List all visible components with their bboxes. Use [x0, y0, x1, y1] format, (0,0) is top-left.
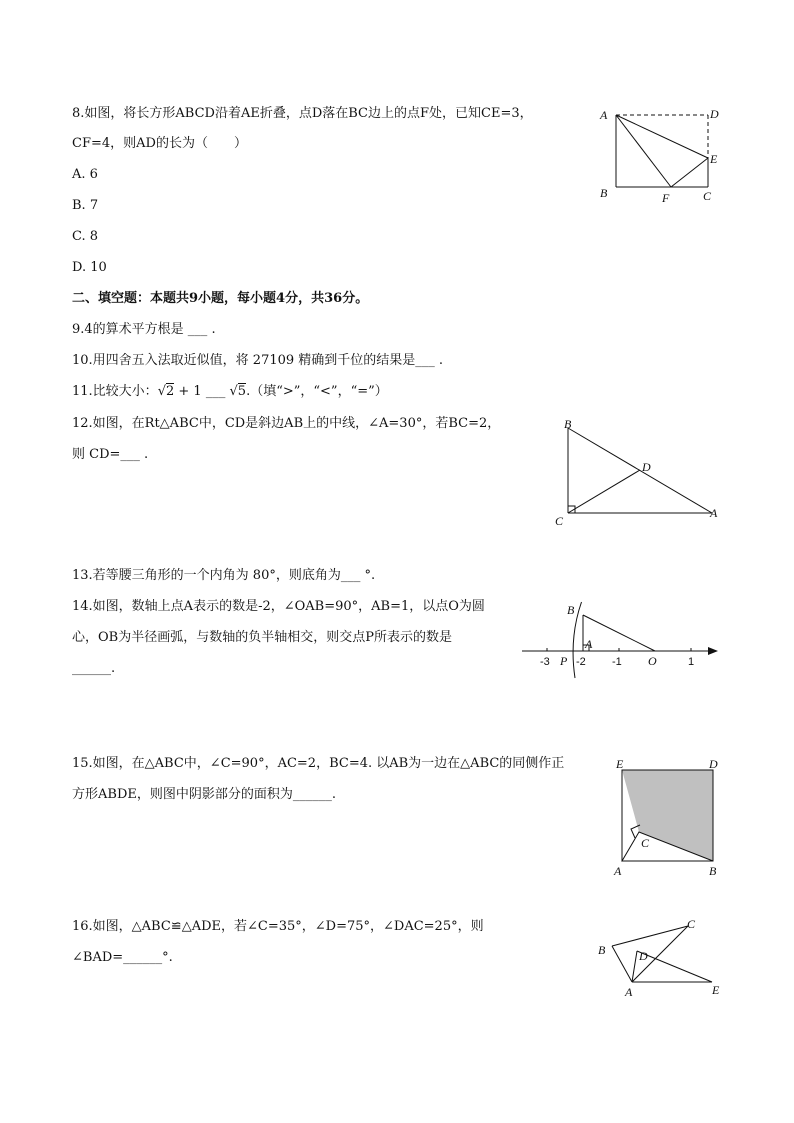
q14-tick-label: 1	[688, 656, 695, 668]
q8-option-d: D. 10	[72, 260, 107, 275]
sqrt-icon: √	[229, 384, 238, 399]
q8-figure	[596, 104, 726, 208]
q8-stem-line2: CF=4，则AD的长为（ ）	[72, 136, 247, 151]
q16-label-a: A	[625, 985, 633, 999]
q15-figure	[608, 756, 724, 880]
q8-line-af	[616, 115, 671, 187]
q8-label-a: A	[600, 108, 608, 122]
q14-label-p: P	[560, 654, 568, 668]
q14-tick-label: -2	[576, 656, 586, 668]
q8-label-b: B	[600, 186, 608, 200]
q14-line3: ______.	[72, 661, 116, 676]
q16-side-bc	[612, 926, 688, 946]
q12-line1: 12.如图，在Rt△ABC中，CD是斜边AB上的中线，∠A=30°，若BC=2，	[72, 416, 501, 431]
q16-label-c: C	[687, 917, 696, 931]
q14-tick-label: -1	[612, 656, 622, 668]
q13-text: 13.若等腰三角形的一个内角为 80°，则底角为___ °.	[72, 568, 376, 583]
q12-label-c: C	[555, 514, 564, 528]
q12-label-a: A	[710, 506, 718, 520]
q16-label-b: B	[598, 943, 606, 957]
q11-tail: .（填“>”，“<”，“=”）	[246, 384, 388, 399]
q11-radicand-a: 2	[165, 384, 175, 399]
q11-blank: ___	[205, 384, 226, 399]
q14-label-b: B	[567, 603, 575, 617]
q16-figure	[594, 912, 726, 1002]
q8-label-d: D	[710, 107, 719, 121]
q15-line2: 方形ABDE，则图中阴影部分的面积为______.	[72, 787, 336, 802]
q12-figure	[550, 416, 730, 528]
q15-label-e: E	[616, 757, 624, 771]
q12-label-b: B	[564, 417, 572, 431]
q15-label-a: A	[614, 864, 622, 878]
q10-text: 10.用四舍五入法取近似值，将 27109 精确到千位的结果是___ .	[72, 353, 444, 368]
section2-header	[72, 291, 368, 307]
q11-lead: 11.比较大小：	[72, 384, 158, 399]
q16-side-de	[637, 951, 712, 982]
q15-label-c: C	[641, 836, 650, 850]
q16-line1: 16.如图，△ABC≌△ADE，若∠C=35°，∠D=75°，∠DAC=25°，则	[72, 919, 484, 934]
section2-prefix: 二、填空题：	[72, 291, 151, 306]
q8-label-e: E	[710, 152, 718, 166]
q8-stem-line1: 8.如图，将长方形ABCD沿着AE折叠，点D落在BC边上的点F处，已知CE=3，	[72, 106, 533, 121]
q8-option-c: C. 8	[72, 229, 99, 244]
axis-arrow-icon	[708, 647, 718, 655]
q11-expr-a-rest: + 1	[178, 384, 202, 399]
q16-label-e: E	[712, 983, 720, 997]
q9-text: 9.4的算术平方根是 ___ .	[72, 322, 216, 337]
q15-line1: 15.如图，在△ABC中，∠C=90°，AC=2，BC=4. 以AB为一边在△ABC的同侧作正	[72, 756, 565, 771]
q14-number-line-figure	[518, 596, 726, 680]
q14-line1: 14.如图，数轴上点A表示的数是-2，∠OAB=90°，AB=1，以点O为圆	[72, 599, 485, 614]
q16-side-ab	[612, 946, 632, 982]
q8-line-fe	[671, 158, 708, 187]
q15-label-d: D	[709, 757, 718, 771]
q16-label-d: D	[639, 949, 648, 963]
sqrt-icon: √	[157, 384, 166, 399]
q14-label-o: O	[648, 654, 657, 668]
q14-segment-ob	[583, 615, 655, 651]
q12-line2: 则 CD=___ .	[72, 447, 149, 462]
q8-option-b: B. 7	[72, 198, 99, 213]
q15-label-b: B	[709, 864, 717, 878]
q12-label-d: D	[642, 460, 651, 474]
q8-label-c: C	[703, 189, 712, 203]
q14-line2: 心，OB为半径画弧，与数轴的负半轴相交，则交点P所表示的数是	[72, 630, 452, 645]
q12-median-cd	[568, 470, 640, 513]
section2-header-text: 本题共9小题，每小题4分，共36分。	[150, 291, 369, 306]
q11-text	[72, 384, 388, 400]
q14-label-a: A	[585, 637, 593, 651]
q14-tick-label: -3	[540, 656, 550, 668]
q11-radicand-b: 5	[237, 384, 247, 399]
q16-line2: ∠BAD=______°.	[72, 950, 173, 965]
q8-fold-ae	[616, 115, 708, 158]
q8-option-a: A. 6	[72, 167, 98, 182]
q8-label-f: F	[662, 191, 670, 205]
